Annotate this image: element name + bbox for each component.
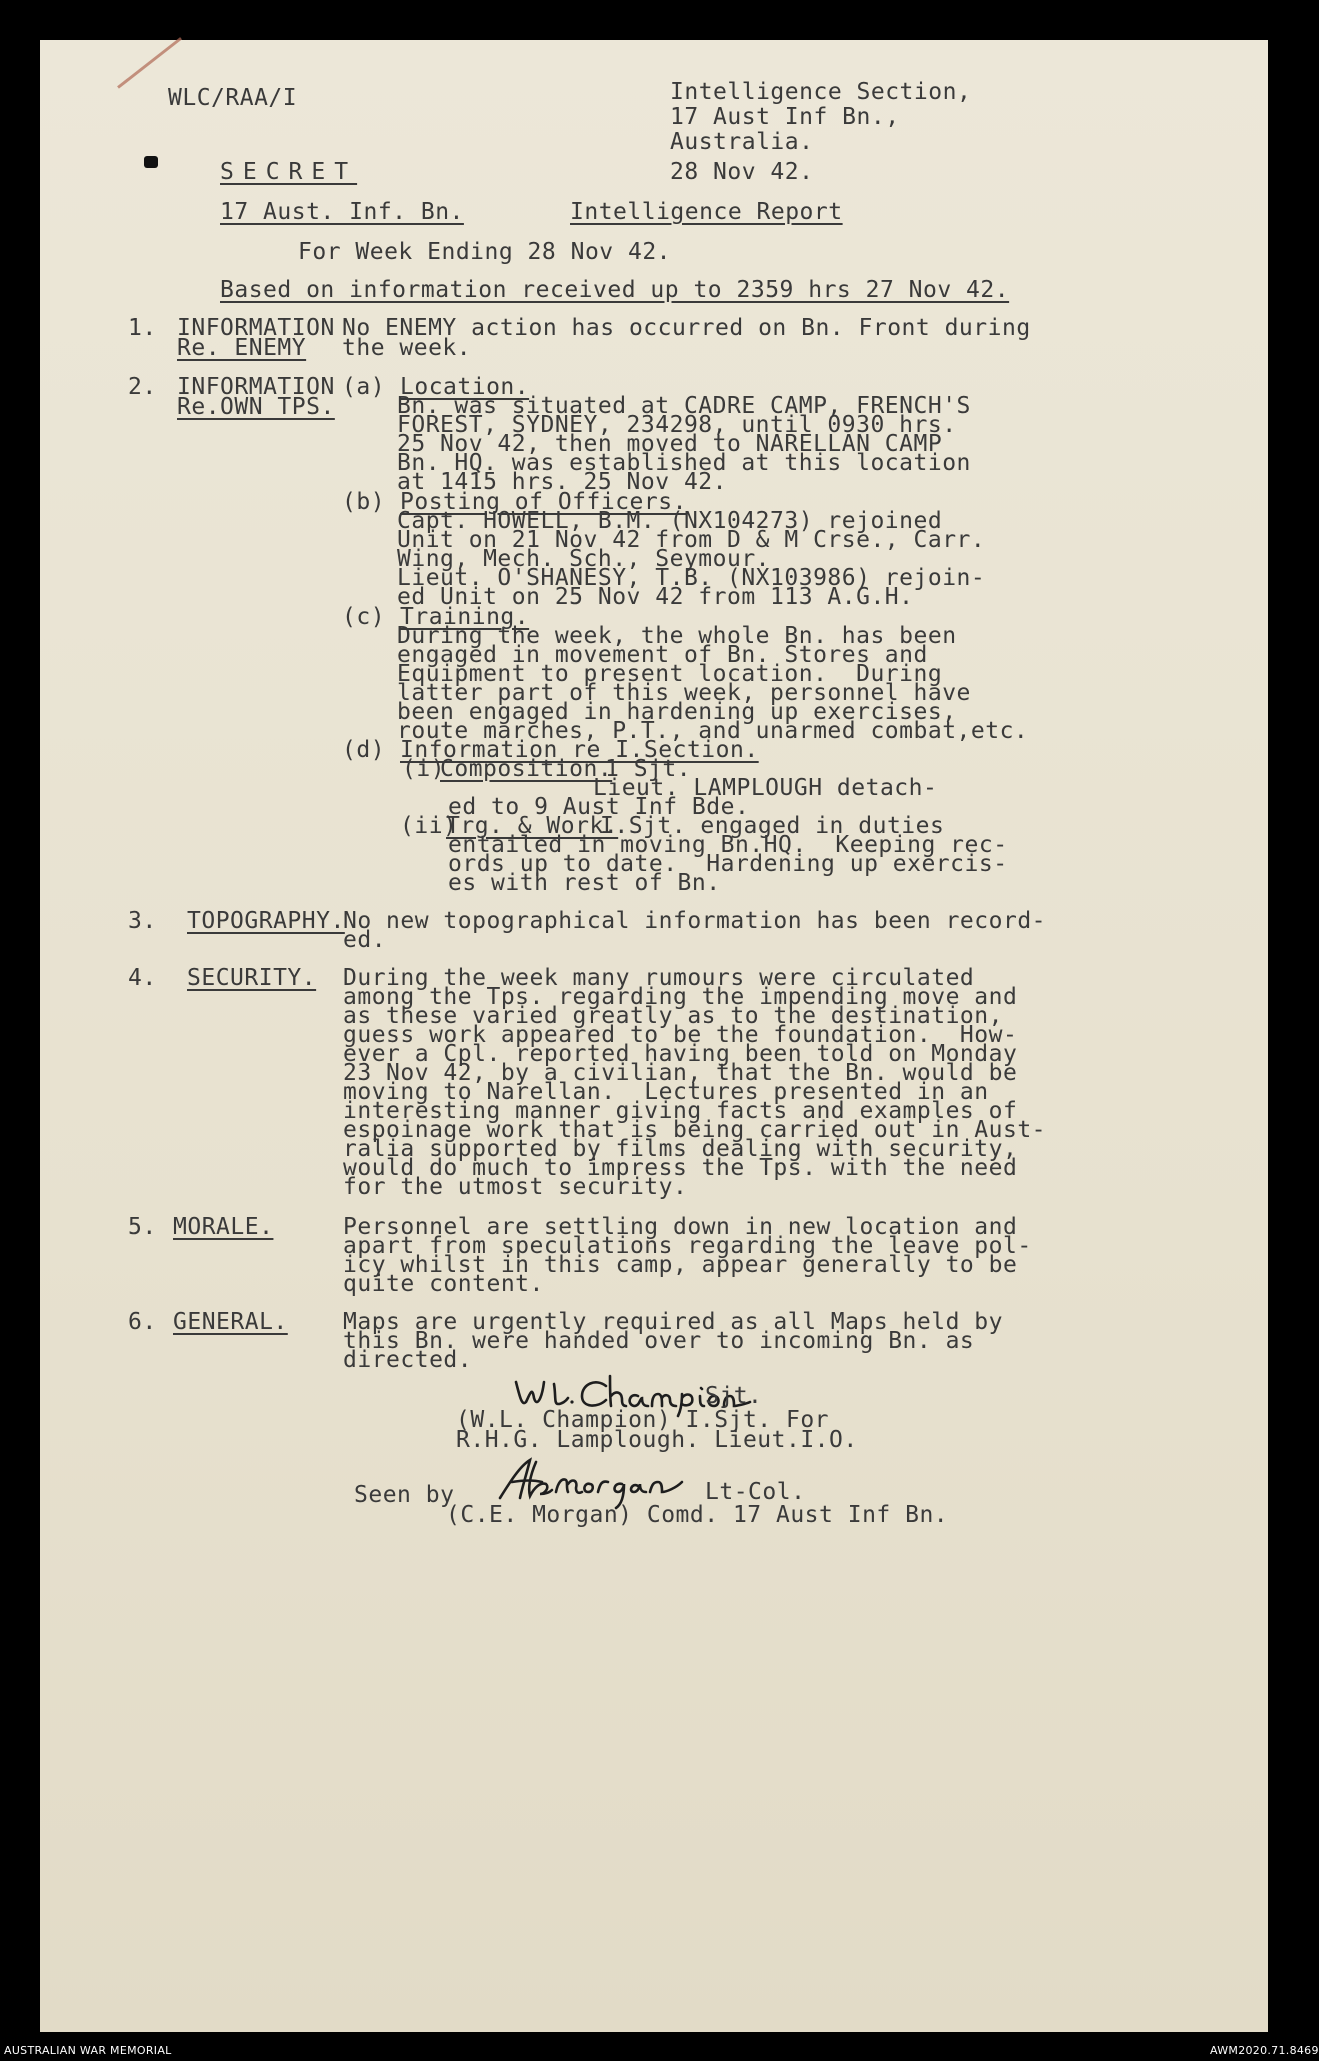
section-4-line: During the week many rumours were circulated [343,965,975,991]
section-5-number: 5. [128,1214,157,1240]
section-4-number: 4. [128,965,157,991]
section-2c-marker: (c) [342,604,386,630]
section-2b-marker: (b) [342,489,386,515]
section-6-line: directed. [343,1347,473,1373]
address-line-3: Australia. [670,129,814,155]
section-5-title: MORALE. [173,1214,274,1240]
section-2c-line: Equipment to present location. During [397,661,943,687]
unit-name: 17 Aust. Inf. Bn. [220,199,464,225]
section-4-line: interesting manner giving facts and examples of [343,1098,1018,1124]
section-2d-i-line: Lieut. LAMPLOUGH detach- [593,775,938,801]
report-date: 28 Nov 42. [670,159,814,185]
section-2d-ii-line: entailed in moving Bn.HQ. Keeping rec- [448,832,1008,858]
signatory-2-line-1: (C.E. Morgan) Comd. 17 Aust Inf Bn. [446,1502,949,1528]
section-2c-title: Training. [400,604,530,630]
section-2b-title: Posting of Officers. [400,489,687,515]
section-2a-line: FOREST, SYDNEY, 234298, until 0930 hrs. [397,412,957,438]
section-2a-line: Bn. was situated at CADRE CAMP, FRENCH'S [397,393,971,419]
section-4-line: guess work appeared to be the foundation. How- [343,1022,1018,1048]
section-2b-line: Lieut. O'SHANESY, T.B. (NX103986) rejoin- [397,565,986,591]
based-on-line: Based on information received up to 2359 hrs 27 Nov 42. [220,277,1010,303]
section-5-line: apart from speculations regarding the leave pol- [343,1233,1032,1259]
section-4-line: 23 Nov 42, by a civilian, that the Bn. would be [343,1060,1018,1086]
section-2-number: 2. [128,374,157,400]
reference-code: WLC/RAA/I [168,85,298,111]
signatory-1-rank: Sjt. [705,1383,763,1409]
seen-by-label: Seen by [354,1482,455,1508]
section-2d-ii-rest: I.Sjt. engaged in duties [600,813,945,839]
address-line-1: Intelligence Section, [670,79,972,105]
section-2d-marker: (d) [342,737,386,763]
section-2d-ii-line: es with rest of Bn. [448,870,721,896]
section-2a-title: Location. [400,374,530,400]
classification: SECRET [220,159,358,185]
section-2a-line: Bn. HQ. was established at this location [397,450,971,476]
section-2d-ii-marker: (ii) [400,813,458,839]
section-1-line: No ENEMY action has occurred on Bn. Front during [342,315,1031,341]
archive-reference: AWM2020.71.8469 [1210,2044,1319,2057]
section-6-title: GENERAL. [173,1309,288,1335]
section-2-title-line-2: Re.OWN TPS. [177,394,335,420]
paper-damage-mark [144,156,158,168]
section-2d-title: Information re I.Section. [400,737,759,763]
section-4-line: for the utmost security. [343,1174,688,1200]
section-2a-marker: (a) [342,374,386,400]
section-3-title: TOPOGRAPHY. [187,908,345,934]
section-2c-line: been engaged in hardening up exercises, [397,699,957,725]
section-2d-i-marker: (i) [402,756,446,782]
section-2-title-line-1: INFORMATION [177,374,335,400]
section-2c-line: latter part of this week, personnel have [397,680,971,706]
section-2c-line: engaged in movement of Bn. Stores and [397,642,928,668]
section-4-line: espoinage work that is being carried out in Aust- [343,1117,1047,1143]
section-5-line: icy whilst in this camp, appear generally to be [343,1252,1018,1278]
section-2d-i-rest: 1 Sjt. [605,756,692,782]
section-2a-line: 25 Nov 42, then moved to NARELLAN CAMP [397,431,943,457]
section-1-title-line-1: INFORMATION [177,315,335,341]
document-page [40,40,1268,2032]
section-3-line: No new topographical information has been record- [343,908,1047,934]
section-2d-i-line: ed to 9 Aust Inf Bde. [448,794,750,820]
section-1-number: 1. [128,315,157,341]
section-4-line: ralia supported by films dealing with security, [343,1136,1018,1162]
section-2c-line: During the week, the whole Bn. has been [397,623,957,649]
week-ending: For Week Ending 28 Nov 42. [298,239,672,265]
section-6-line: Maps are urgently required as all Maps held by [343,1309,1003,1335]
signatory-2-rank: Lt-Col. [705,1479,806,1505]
section-4-title: SECURITY. [187,965,317,991]
section-1-title-line-2: Re. ENEMY [177,335,307,361]
section-1-line: the week. [342,335,472,361]
section-4-line: ever a Cpl. reported having been told on Monday [343,1041,1018,1067]
section-2d-i-title: Composition. [440,756,613,782]
section-2a-line: at 1415 hrs. 25 Nov 42. [397,469,727,495]
report-type: Intelligence Report [570,199,843,225]
section-5-line: quite content. [343,1271,544,1297]
section-2d-ii-title: Trg. & Work. [446,813,619,839]
signatory-1-line-2: R.H.G. Lamplough. Lieut.I.O. [456,1427,858,1453]
section-4-line: moving to Narellan. Lectures presented in an [343,1079,989,1105]
section-4-line: would do much to impress the Tps. with the need [343,1155,1018,1181]
section-2b-line: Unit on 21 Nov 42 from D & M Crse., Carr. [397,527,986,553]
archive-credit: AUSTRALIAN WAR MEMORIAL [4,2044,172,2057]
section-6-line: this Bn. were handed over to incoming Bn. as [343,1328,975,1354]
section-4-line: among the Tps. regarding the impending move and [343,984,1018,1010]
section-4-line: as these varied greatly as to the destination, [343,1003,1003,1029]
section-5-line: Personnel are settling down in new location and [343,1214,1018,1240]
section-3-number: 3. [128,908,157,934]
section-2d-ii-line: ords up to date. Hardening up exercis- [448,851,1008,877]
section-6-number: 6. [128,1309,157,1335]
section-2c-line: route marches, P.T., and unarmed combat,etc. [397,718,1029,744]
address-line-2: 17 Aust Inf Bn., [670,104,900,130]
section-2b-line: Capt. HOWELL, B.M. (NX104273) rejoined [397,508,943,534]
section-2b-line: Wing, Mech. Sch., Seymour. [397,546,771,572]
section-3-line: ed. [343,927,387,953]
signatory-1-line-1: (W.L. Champion) I.Sjt. For [456,1407,830,1433]
section-2b-line: ed Unit on 25 Nov 42 from 113 A.G.H. [397,584,914,610]
